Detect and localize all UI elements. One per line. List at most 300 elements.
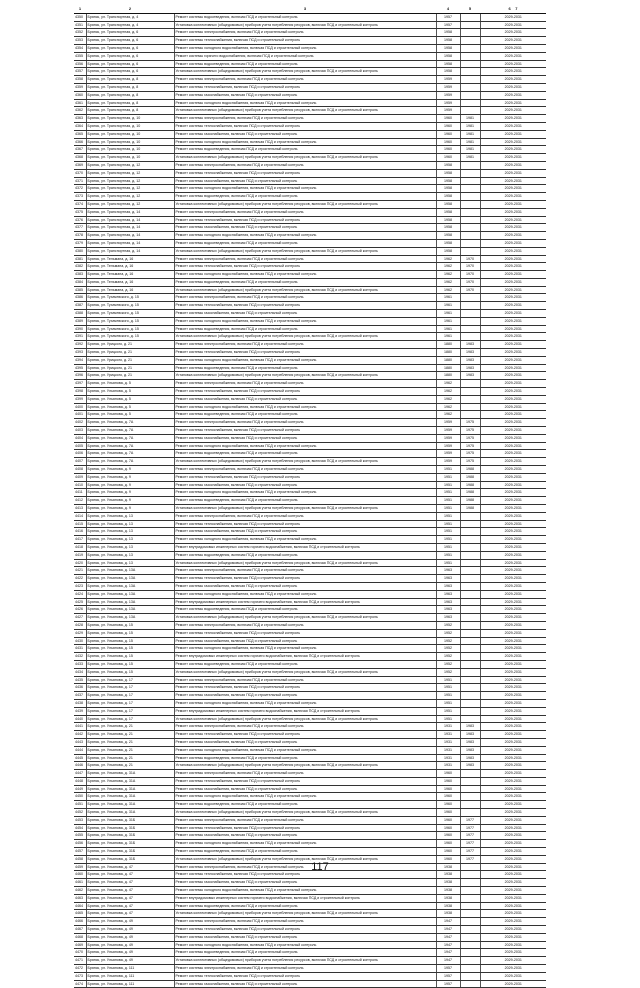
- work-type-cell: Ремонт внутридомовых инженерных систем горячего водоснабжения, включая ПСД и строительный контроль: [174, 707, 436, 715]
- table-row: [74, 473, 546, 481]
- reconstruction-year-cell: [460, 684, 480, 692]
- table-row: [74, 115, 546, 123]
- table-row: [74, 520, 546, 528]
- address-cell: Брянск, ул. Ульянова, д. 9: [86, 481, 174, 489]
- repair-period-cell: 2029-2031: [480, 434, 546, 442]
- table-row: [74, 154, 546, 162]
- row-number-cell: 4401: [74, 411, 86, 419]
- work-type-cell: Ремонт системы теплоснабжения, включая ПСД и строительный контроль: [174, 824, 436, 832]
- table-row: [74, 816, 546, 824]
- work-type-cell: Ремонт системы холодного водоснабжения, включая ПСД и строительный контроль: [174, 271, 436, 279]
- repair-period-cell: 2029-2031: [480, 185, 546, 193]
- table-row: [74, 972, 546, 980]
- repair-period-cell: 2029-2031: [480, 356, 546, 364]
- reconstruction-year-cell: [460, 645, 480, 653]
- work-type-cell: Ремонт системы водоотведения, включая ПСД и строительный контроль: [174, 193, 436, 201]
- build-year-cell: 1951: [436, 512, 460, 520]
- table-row: [74, 738, 546, 746]
- address-cell: Брянск, ул. Ульянова, д. 5: [86, 395, 174, 403]
- row-number-cell: 4374: [74, 200, 86, 208]
- work-type-cell: Ремонт системы электроснабжения, включая ПСД и строительный контроль: [174, 161, 436, 169]
- row-number-cell: 4463: [74, 894, 86, 902]
- reconstruction-year-cell: [460, 777, 480, 785]
- table-row: [74, 349, 546, 357]
- build-year-cell: 1962: [436, 388, 460, 396]
- work-type-cell: Ремонт системы холодного водоснабжения, включая ПСД и строительный контроль: [174, 793, 436, 801]
- work-type-cell: Ремонт системы электроснабжения, включая ПСД и строительный контроль: [174, 621, 436, 629]
- address-cell: Брянск, ул. Ульянова, д. 13А: [86, 598, 174, 606]
- address-cell: Брянск, ул. Транспортная, д. 12: [86, 169, 174, 177]
- work-type-cell: Ремонт внутридомовых инженерных систем горячего водоснабжения, включая ПСД и строительный контроль: [174, 653, 436, 661]
- reconstruction-year-cell: 1988: [460, 473, 480, 481]
- address-cell: Брянск, ул. Транспортная, д. 14: [86, 224, 174, 232]
- build-year-cell: 1963: [436, 582, 460, 590]
- row-number-cell: 4445: [74, 754, 86, 762]
- build-year-cell: 1938: [436, 910, 460, 918]
- work-type-cell: Ремонт внутридомовых инженерных систем горячего водоснабжения, включая ПСД и строительный контроль: [174, 894, 436, 902]
- reconstruction-year-cell: [460, 559, 480, 567]
- build-year-cell: 1958: [436, 37, 460, 45]
- address-cell: Брянск, ул. Ульянова, д. 21: [86, 723, 174, 731]
- build-year-cell: 1963: [436, 606, 460, 614]
- table-row: [74, 138, 546, 146]
- build-year-cell: 1961: [436, 325, 460, 333]
- build-year-cell: 1947: [436, 949, 460, 957]
- table-row: [74, 559, 546, 567]
- reconstruction-year-cell: 1981: [460, 122, 480, 130]
- address-cell: Брянск, ул. Транспортная, д. 10: [86, 146, 174, 154]
- table-row: [74, 926, 546, 934]
- work-type-cell: Ремонт системы теплоснабжения, включая ПСД и строительный контроль: [174, 302, 436, 310]
- work-type-cell: Ремонт системы водоотведения, включая ПСД и строительный контроль: [174, 60, 436, 68]
- row-number-cell: 4452: [74, 809, 86, 817]
- row-number-cell: 4453: [74, 816, 86, 824]
- repair-period-cell: 2029-2031: [480, 380, 546, 388]
- reconstruction-year-cell: 1988: [460, 505, 480, 513]
- repair-period-cell: 2029-2031: [480, 824, 546, 832]
- build-year-cell: 1959: [436, 107, 460, 115]
- row-number-cell: 4440: [74, 715, 86, 723]
- reconstruction-year-cell: 1977: [460, 855, 480, 863]
- work-type-cell: Ремонт системы водоотведения, включая ПСД и строительный контроль: [174, 848, 436, 856]
- row-number-cell: 4356: [74, 60, 86, 68]
- reconstruction-year-cell: [460, 193, 480, 201]
- build-year-cell: 1958: [436, 29, 460, 37]
- table-row: [74, 941, 546, 949]
- row-number-cell: 4410: [74, 481, 86, 489]
- work-type-cell: Установка коллективных (общедомовых) приборов учета потребления ресурсов, включая ПСД и строительный контроль: [174, 762, 436, 770]
- repair-period-cell: 2029-2031: [480, 582, 546, 590]
- table-row: [74, 801, 546, 809]
- repair-period-cell: 2029-2031: [480, 543, 546, 551]
- build-year-cell: 1880: [436, 341, 460, 349]
- table-row: [74, 83, 546, 91]
- row-number-cell: 4448: [74, 777, 86, 785]
- work-type-cell: Установка коллективных (общедомовых) приборов учета потребления ресурсов, включая ПСД и строительный контроль: [174, 458, 436, 466]
- address-cell: Брянск, ул. Ульянова, д. 49: [86, 933, 174, 941]
- table-row: [74, 707, 546, 715]
- build-year-cell: 1960: [436, 840, 460, 848]
- work-type-cell: Ремонт системы электроснабжения, включая ПСД и строительный контроль: [174, 341, 436, 349]
- row-number-cell: 4391: [74, 333, 86, 341]
- work-type-cell: Установка коллективных (общедомовых) приборов учета потребления ресурсов, включая ПСД и строительный контроль: [174, 333, 436, 341]
- work-type-cell: Ремонт системы холодного водоснабжения, включая ПСД и строительный контроль: [174, 317, 436, 325]
- repair-period-cell: 2029-2031: [480, 770, 546, 778]
- table-row: [74, 239, 546, 247]
- build-year-cell: 1951: [436, 692, 460, 700]
- row-number-cell: 4390: [74, 325, 86, 333]
- row-number-cell: 4420: [74, 559, 86, 567]
- repair-period-cell: 2029-2031: [480, 590, 546, 598]
- row-number-cell: 4436: [74, 684, 86, 692]
- row-number-cell: 4360: [74, 91, 86, 99]
- address-cell: Брянск, ул. Тухачевского, д. 15: [86, 317, 174, 325]
- reconstruction-year-cell: 1983: [460, 349, 480, 357]
- table-row: [74, 372, 546, 380]
- address-cell: Брянск, ул. Ульянова, д. 31Б: [86, 824, 174, 832]
- address-cell: Брянск, ул. Транспортная, д. 10: [86, 115, 174, 123]
- build-year-cell: 1938: [436, 879, 460, 887]
- reconstruction-year-cell: [460, 793, 480, 801]
- build-year-cell: 1951: [436, 543, 460, 551]
- reconstruction-year-cell: 1983: [460, 754, 480, 762]
- repair-period-cell: 2029-2031: [480, 138, 546, 146]
- repair-period-cell: 2029-2031: [480, 668, 546, 676]
- address-cell: Брянск, ул. Тельмана, д. 16: [86, 278, 174, 286]
- build-year-cell: 1959: [436, 458, 460, 466]
- table-row: [74, 645, 546, 653]
- address-cell: Брянск, ул. Ульянова, д. 13: [86, 551, 174, 559]
- address-cell: Брянск, ул. Транспортная, д. 10: [86, 154, 174, 162]
- reconstruction-year-cell: [460, 543, 480, 551]
- table-body: [74, 13, 546, 988]
- row-number-cell: 4421: [74, 567, 86, 575]
- build-year-cell: 1951: [436, 497, 460, 505]
- build-year-cell: 1957: [436, 13, 460, 21]
- row-number-cell: 4459: [74, 863, 86, 871]
- build-year-cell: 1952: [436, 637, 460, 645]
- reconstruction-year-cell: [460, 411, 480, 419]
- build-year-cell: 1951: [436, 559, 460, 567]
- address-cell: Брянск, ул. Транспортная, д. 6: [86, 44, 174, 52]
- address-cell: Брянск, ул. Транспортная, д. 6: [86, 52, 174, 60]
- row-number-cell: 4376: [74, 216, 86, 224]
- address-cell: Брянск, ул. Урицкого, д. 21: [86, 356, 174, 364]
- build-year-cell: 1951: [436, 684, 460, 692]
- row-number-cell: 4435: [74, 676, 86, 684]
- table-row: [74, 99, 546, 107]
- repair-period-cell: 2029-2031: [480, 933, 546, 941]
- table-row: [74, 21, 546, 29]
- row-number-cell: 4425: [74, 598, 86, 606]
- repair-period-cell: 2029-2031: [480, 559, 546, 567]
- table-row: [74, 341, 546, 349]
- repair-period-cell: 2029-2031: [480, 941, 546, 949]
- row-number-cell: 4413: [74, 505, 86, 513]
- table-row: [74, 512, 546, 520]
- address-cell: Брянск, ул. Ульянова, д. 7А: [86, 427, 174, 435]
- reconstruction-year-cell: [460, 302, 480, 310]
- table-row: [74, 582, 546, 590]
- table-row: [74, 840, 546, 848]
- reconstruction-year-cell: [460, 83, 480, 91]
- table-row: [74, 76, 546, 84]
- row-number-cell: 4362: [74, 107, 86, 115]
- table-row: [74, 193, 546, 201]
- address-cell: Брянск, ул. Ульянова, д. 7А: [86, 442, 174, 450]
- row-number-cell: 4351: [74, 21, 86, 29]
- build-year-cell: 1960: [436, 770, 460, 778]
- reconstruction-year-cell: [460, 310, 480, 318]
- table-row: [74, 887, 546, 895]
- repair-period-cell: 2029-2031: [480, 894, 546, 902]
- build-year-cell: 1951: [436, 551, 460, 559]
- address-cell: Брянск, ул. Ульянова, д. 47: [86, 879, 174, 887]
- work-type-cell: Ремонт системы электроснабжения, включая ПСД и строительный контроль: [174, 863, 436, 871]
- address-cell: Брянск, ул. Тельмана, д. 16: [86, 263, 174, 271]
- build-year-cell: 1960: [436, 122, 460, 130]
- table-row: [74, 723, 546, 731]
- reconstruction-year-cell: [460, 44, 480, 52]
- table-row: [74, 980, 546, 988]
- row-number-cell: 4422: [74, 575, 86, 583]
- repair-period-cell: 2029-2031: [480, 239, 546, 247]
- reconstruction-year-cell: 1983: [460, 762, 480, 770]
- table-row: [74, 894, 546, 902]
- reconstruction-year-cell: [460, 185, 480, 193]
- repair-period-cell: 2029-2031: [480, 216, 546, 224]
- build-year-cell: 1959: [436, 91, 460, 99]
- address-cell: Брянск, ул. Урицкого, д. 21: [86, 349, 174, 357]
- row-number-cell: 4441: [74, 723, 86, 731]
- build-year-cell: 1961: [436, 333, 460, 341]
- address-cell: Брянск, ул. Ульянова, д. 13: [86, 559, 174, 567]
- reconstruction-year-cell: [460, 169, 480, 177]
- address-cell: Брянск, ул. Транспортная, д. 10: [86, 130, 174, 138]
- address-cell: Брянск, ул. Тухачевского, д. 15: [86, 310, 174, 318]
- row-number-cell: 4429: [74, 629, 86, 637]
- address-cell: Брянск, ул. Транспортная, д. 12: [86, 193, 174, 201]
- work-type-cell: Установка коллективных (общедомовых) приборов учета потребления ресурсов, включая ПСД и строительный контроль: [174, 809, 436, 817]
- repair-period-cell: 2029-2031: [480, 286, 546, 294]
- build-year-cell: 1957: [436, 965, 460, 973]
- build-year-cell: 1951: [436, 699, 460, 707]
- address-cell: Брянск, ул. Ульянова, д. 13: [86, 528, 174, 536]
- address-cell: Брянск, ул. Ульянова, д. 17: [86, 684, 174, 692]
- repair-period-cell: 2029-2031: [480, 793, 546, 801]
- address-cell: Брянск, ул. Транспортная, д. 14: [86, 239, 174, 247]
- table-row: [74, 177, 546, 185]
- work-type-cell: Ремонт системы теплоснабжения, включая ПСД и строительный контроль: [174, 777, 436, 785]
- address-cell: Брянск, ул. Тухачевского, д. 15: [86, 302, 174, 310]
- build-year-cell: 1938: [436, 863, 460, 871]
- repair-period-cell: 2029-2031: [480, 489, 546, 497]
- repair-period-cell: 2029-2031: [480, 91, 546, 99]
- work-type-cell: Ремонт системы теплоснабжения, включая ПСД и строительный контроль: [174, 629, 436, 637]
- address-cell: Брянск, ул. Ульянова, д. 17: [86, 715, 174, 723]
- row-number-cell: 4454: [74, 824, 86, 832]
- table-row: [74, 497, 546, 505]
- address-cell: Брянск, ул. Транспортная, д. 14: [86, 216, 174, 224]
- row-number-cell: 4411: [74, 489, 86, 497]
- work-type-cell: Ремонт системы холодного водоснабжения, включая ПСД и строительный контроль: [174, 403, 436, 411]
- row-number-cell: 4385: [74, 286, 86, 294]
- build-year-cell: 1931: [436, 762, 460, 770]
- repair-period-cell: 2029-2031: [480, 44, 546, 52]
- build-year-cell: 1952: [436, 645, 460, 653]
- work-type-cell: Ремонт системы теплоснабжения, включая ПСД и строительный контроль: [174, 349, 436, 357]
- table-row: [74, 879, 546, 887]
- reconstruction-year-cell: 1981: [460, 146, 480, 154]
- row-number-cell: 4462: [74, 887, 86, 895]
- work-type-cell: Ремонт системы теплоснабжения, включая ПСД и строительный контроль: [174, 216, 436, 224]
- build-year-cell: 1951: [436, 536, 460, 544]
- reconstruction-year-cell: [460, 972, 480, 980]
- table-row: [74, 848, 546, 856]
- work-type-cell: Ремонт системы электроснабжения, включая ПСД и строительный контроль: [174, 676, 436, 684]
- table-row: [74, 224, 546, 232]
- table-row: [74, 598, 546, 606]
- repair-period-cell: 2029-2031: [480, 21, 546, 29]
- table-row: [74, 676, 546, 684]
- work-type-cell: Ремонт системы водоотведения, включая ПСД и строительный контроль: [174, 364, 436, 372]
- work-type-cell: Ремонт системы теплоснабжения, включая ПСД и строительный контроль: [174, 83, 436, 91]
- row-number-cell: 4353: [74, 37, 86, 45]
- address-cell: Брянск, ул. Тельмана, д. 16: [86, 255, 174, 263]
- table-row: [74, 660, 546, 668]
- work-type-cell: Ремонт системы водоотведения, включая ПСД и строительный контроль: [174, 450, 436, 458]
- address-cell: Брянск, ул. Тельмана, д. 16: [86, 286, 174, 294]
- address-cell: Брянск, ул. Ульянова, д. 9: [86, 473, 174, 481]
- reconstruction-year-cell: 1977: [460, 832, 480, 840]
- reconstruction-year-cell: [460, 606, 480, 614]
- address-cell: Брянск, ул. Ульянова, д. 21: [86, 738, 174, 746]
- repair-period-cell: 2029-2031: [480, 481, 546, 489]
- capital-repair-register-table: [74, 6, 546, 988]
- row-number-cell: 4418: [74, 543, 86, 551]
- table-row: [74, 278, 546, 286]
- row-number-cell: 4424: [74, 590, 86, 598]
- work-type-cell: Ремонт системы водоотведения, включая ПСД и строительный контроль: [174, 606, 436, 614]
- reconstruction-year-cell: [460, 957, 480, 965]
- address-cell: Брянск, ул. Транспортная, д. 6: [86, 29, 174, 37]
- table-row: [74, 44, 546, 52]
- table-row: [74, 832, 546, 840]
- row-number-cell: 4474: [74, 980, 86, 988]
- row-number-cell: 4408: [74, 466, 86, 474]
- work-type-cell: Установка коллективных (общедомовых) приборов учета потребления ресурсов, включая ПСД и строительный контроль: [174, 715, 436, 723]
- build-year-cell: 1938: [436, 894, 460, 902]
- table-row: [74, 286, 546, 294]
- reconstruction-year-cell: [460, 910, 480, 918]
- repair-period-cell: 2029-2031: [480, 832, 546, 840]
- address-cell: Брянск, ул. Ульянова, д. 31А: [86, 785, 174, 793]
- row-number-cell: 4402: [74, 419, 86, 427]
- reconstruction-year-cell: [460, 403, 480, 411]
- column-header: 5: [460, 6, 480, 13]
- build-year-cell: 1960: [436, 138, 460, 146]
- repair-period-cell: 2029-2031: [480, 341, 546, 349]
- work-type-cell: Ремонт системы холодного водоснабжения, включая ПСД и строительный контроль: [174, 442, 436, 450]
- reconstruction-year-cell: [460, 325, 480, 333]
- address-cell: Брянск, ул. Транспортная, д. 14: [86, 247, 174, 255]
- work-type-cell: Ремонт системы холодного водоснабжения, включая ПСД и строительный контроль: [174, 590, 436, 598]
- table-row: [74, 614, 546, 622]
- table-row: [74, 933, 546, 941]
- table-row: [74, 450, 546, 458]
- table-row: [74, 37, 546, 45]
- reconstruction-year-cell: [460, 879, 480, 887]
- work-type-cell: Ремонт системы теплоснабжения, включая ПСД и строительный контроль: [174, 427, 436, 435]
- build-year-cell: 1958: [436, 44, 460, 52]
- work-type-cell: Ремонт системы электроснабжения, включая ПСД и строительный контроль: [174, 567, 436, 575]
- table-row: [74, 466, 546, 474]
- build-year-cell: 1958: [436, 161, 460, 169]
- row-number-cell: 4419: [74, 551, 86, 559]
- reconstruction-year-cell: [460, 629, 480, 637]
- reconstruction-year-cell: 1975: [460, 434, 480, 442]
- repair-period-cell: 2029-2031: [480, 411, 546, 419]
- work-type-cell: Ремонт внутридомовых инженерных систем горячего водоснабжения, включая ПСД и строительный контроль: [174, 543, 436, 551]
- row-number-cell: 4423: [74, 582, 86, 590]
- build-year-cell: 1947: [436, 918, 460, 926]
- repair-period-cell: 2029-2031: [480, 161, 546, 169]
- reconstruction-year-cell: [460, 598, 480, 606]
- work-type-cell: Ремонт системы холодного водоснабжения, включая ПСД и строительный контроль: [174, 887, 436, 895]
- reconstruction-year-cell: [460, 668, 480, 676]
- work-type-cell: Установка коллективных (общедомовых) приборов учета потребления ресурсов, включая ПСД и строительный контроль: [174, 286, 436, 294]
- build-year-cell: 1958: [436, 216, 460, 224]
- table-row: [74, 169, 546, 177]
- address-cell: Брянск, ул. Транспортная, д. 6: [86, 60, 174, 68]
- repair-period-cell: 2029-2031: [480, 809, 546, 817]
- reconstruction-year-cell: [460, 388, 480, 396]
- build-year-cell: 1961: [436, 294, 460, 302]
- work-type-cell: Установка коллективных (общедомовых) приборов учета потребления ресурсов, включая ПСД и строительный контроль: [174, 614, 436, 622]
- table-row: [74, 575, 546, 583]
- work-type-cell: Ремонт системы холодного водоснабжения, включая ПСД и строительный контроль: [174, 840, 436, 848]
- repair-period-cell: 2029-2031: [480, 310, 546, 318]
- repair-period-cell: 2029-2031: [480, 271, 546, 279]
- build-year-cell: 1951: [436, 481, 460, 489]
- address-cell: Брянск, ул. Транспортная, д. 8: [86, 76, 174, 84]
- build-year-cell: 1958: [436, 169, 460, 177]
- repair-period-cell: 2029-2031: [480, 715, 546, 723]
- work-type-cell: Ремонт системы газоснабжения, включая ПСД и строительный контроль: [174, 980, 436, 988]
- address-cell: Брянск, ул. Ульянова, д. 15: [86, 660, 174, 668]
- reconstruction-year-cell: [460, 60, 480, 68]
- table-row: [74, 762, 546, 770]
- work-type-cell: Ремонт системы газоснабжения, включая ПСД и строительный контроль: [174, 785, 436, 793]
- row-number-cell: 4465: [74, 910, 86, 918]
- row-number-cell: 4375: [74, 208, 86, 216]
- work-type-cell: Ремонт системы водоотведения, включая ПСД и строительный контроль: [174, 325, 436, 333]
- build-year-cell: 1961: [436, 310, 460, 318]
- address-cell: Брянск, ул. Ульянова, д. 9: [86, 497, 174, 505]
- reconstruction-year-cell: 1988: [460, 481, 480, 489]
- address-cell: Брянск, ул. Ульянова, д. 17: [86, 707, 174, 715]
- build-year-cell: 1938: [436, 902, 460, 910]
- build-year-cell: 1962: [436, 403, 460, 411]
- row-number-cell: 4431: [74, 645, 86, 653]
- repair-period-cell: 2029-2031: [480, 777, 546, 785]
- build-year-cell: 1958: [436, 247, 460, 255]
- address-cell: Брянск, ул. Ульянова, д. 49: [86, 949, 174, 957]
- work-type-cell: Ремонт системы электроснабжения, включая ПСД и строительный контроль: [174, 512, 436, 520]
- repair-period-cell: 2029-2031: [480, 333, 546, 341]
- work-type-cell: Ремонт системы электроснабжения, включая ПСД и строительный контроль: [174, 255, 436, 263]
- row-number-cell: 4392: [74, 341, 86, 349]
